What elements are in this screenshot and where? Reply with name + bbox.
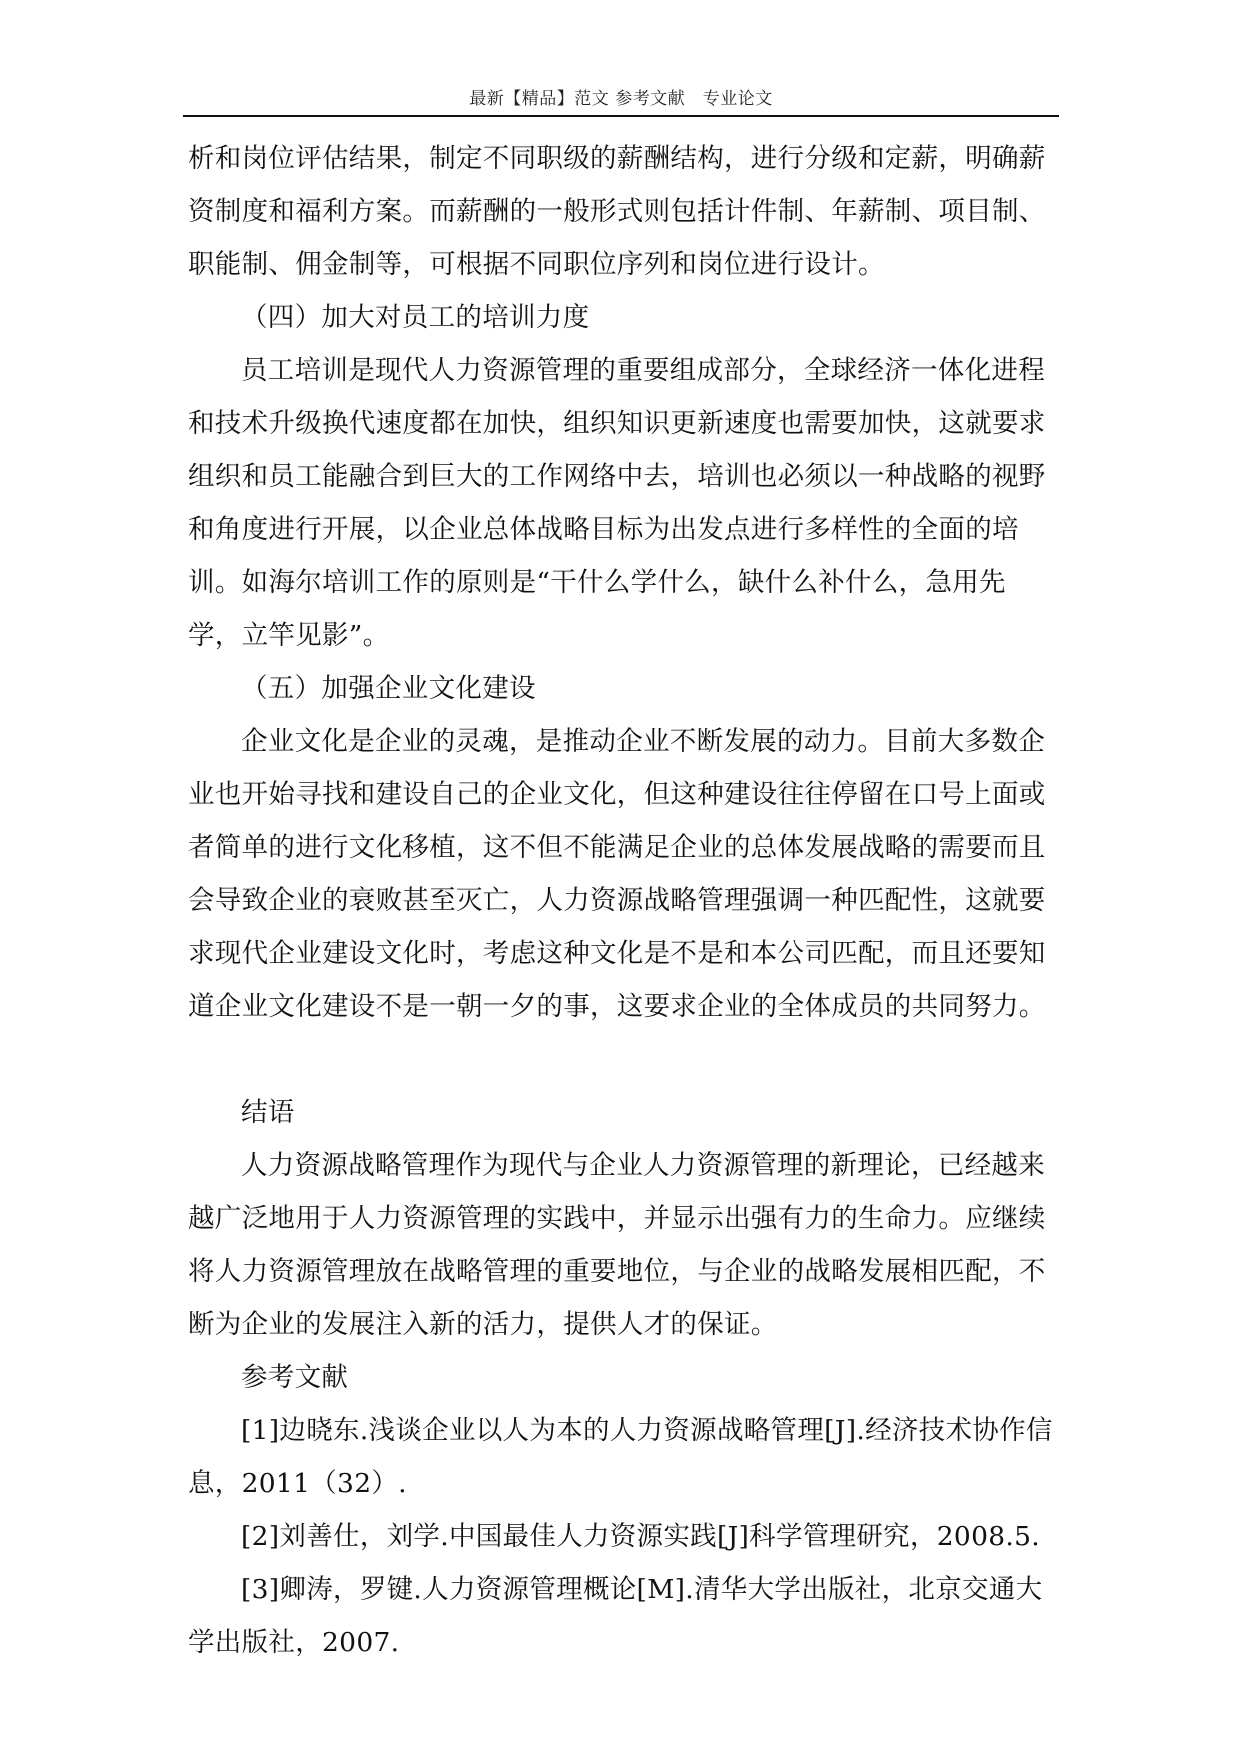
blank-line [188,1033,1058,1086]
references-heading: 参考文献 [241,1362,349,1393]
reference-item: [1]边晓东.浅谈企业以人为本的人力资源战略管理[J].经济技术协作信息，2011（32）. [188,1415,1053,1499]
reference-item: [3]卿涛，罗键.人力资源管理概论[M].清华大学出版社，北京交通大学出版社，2007. [188,1574,1043,1658]
document-body [188,132,1058,1669]
paragraph-conclusion: 人力资源战略管理作为现代与企业人力资源管理的新理论，已经越来越广泛地用于人力资源管理的实践中，并显示出强有力的生命力。应继续将人力资源管理放在战略管理的重要地位，与企业的战略发展相匹配，不断为企业的发展注入新的活力，提供人才的保证。 [188,1150,1046,1340]
section-heading-training: （四）加大对员工的培训力度 [241,302,590,333]
conclusion-heading: 结语 [241,1097,295,1128]
paragraph-culture: 企业文化是企业的灵魂，是推动企业不断发展的动力。目前大多数企业也开始寻找和建设自己的企业文化，但这种建设往往停留在口号上面或者简单的进行文化移植，这不但不能满足企业的总体发展战略的需要而且会导致企业的衰败甚至灭亡，人力资源战略管理强调一种匹配性，这就要求现代企业建设文化时，考虑这种文化是不是和本公司匹配，而且还要知道企业文化建设不是一朝一夕的事，这要求企业的全体成员的共同努力。 [188,726,1046,1022]
page-header: 最新【精品】范文 参考文献 专业论文 [469,89,773,109]
section-heading-culture: （五）加强企业文化建设 [241,673,536,704]
paragraph-training: 员工培训是现代人力资源管理的重要组成部分，全球经济一体化进程和技术升级换代速度都在加快，组织知识更新速度也需要加快，这就要求组织和员工能融合到巨大的工作网络中去，培训也必须以一种战略的视野和角度进行开展，以企业总体战略目标为出发点进行多样性的全面的培训。如海尔培训工作的原则是“干什么学什么，缺什么补什么，急用先学，立竿见影”。 [188,355,1046,651]
paragraph-salary: 析和岗位评估结果，制定不同职级的薪酬结构，进行分级和定薪，明确薪资制度和福利方案。而薪酬的一般形式则包括计件制、年薪制、项目制、职能制、佣金制等，可根据不同职位序列和岗位进行设计。 [188,143,1046,280]
header-divider [183,115,1059,117]
reference-item: [2]刘善仕，刘学.中国最佳人力资源实践[J]科学管理研究，2008.5. [241,1521,1041,1552]
